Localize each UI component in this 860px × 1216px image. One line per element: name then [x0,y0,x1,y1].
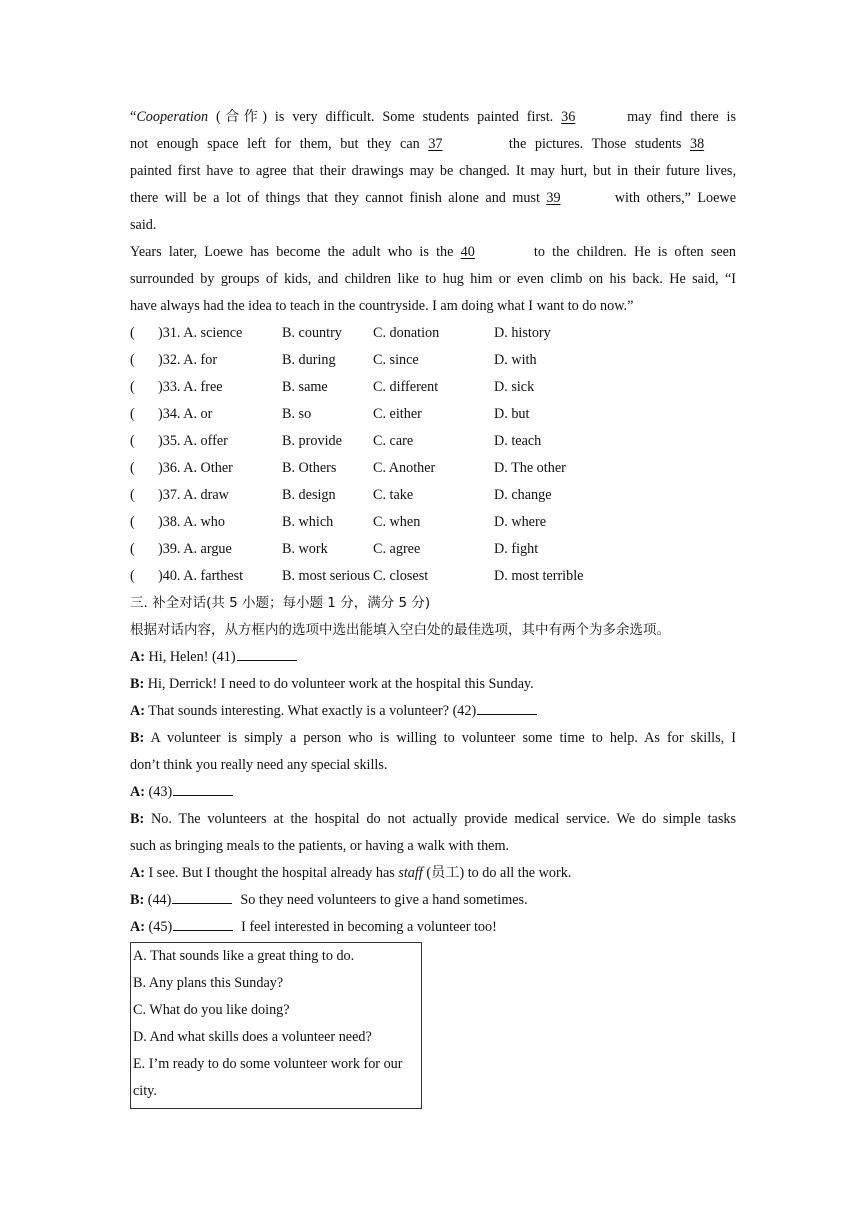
passage-line [130,185,736,212]
text: (44) [144,892,172,908]
dialogue-line: such as bringing meals to the patients, or having a walk with them. [130,838,510,854]
option-item: A. That sounds like a great thing to do. [133,948,355,964]
text: to the children. He is often seen [533,244,737,260]
dialogue-line [130,671,736,698]
question-option-c: C. take [373,487,414,503]
question-option-d: D. with [494,352,537,368]
question-option-d: D. teach [494,433,542,449]
speaker-a: A: [130,919,145,935]
text: there will be a lot of things that they cannot finish alone and must [130,190,540,206]
question-option-d: D. most terrible [494,568,584,584]
blank-40: 40 [460,244,475,260]
option-item: D. And what skills does a volunteer need? [133,1029,372,1045]
dialogue-line [130,644,736,671]
text: So they need volunteers to give a hand sometimes. [240,892,528,908]
answer-paren[interactable]: ( [130,460,135,476]
question-option-b: B. work [282,541,328,557]
question-option-b: B. most serious [282,568,370,584]
italic-term: staff [398,865,423,881]
text: (43) [144,784,173,800]
options-box [130,942,422,1109]
question-option-c: C. different [373,379,439,395]
answer-paren[interactable]: ( [130,325,135,341]
question-option-a: )32. A. for [158,352,218,368]
blank-36: 36 [561,109,576,125]
question-row [130,320,736,347]
italic-term: Cooperation [136,109,209,125]
question-option-c: C. since [373,352,419,368]
dialogue-line [130,806,736,833]
question-option-c: C. closest [373,568,429,584]
answer-paren[interactable]: ( [130,352,135,368]
text: Hi, Helen! (41) [144,649,236,665]
question-option-d: D. sick [494,379,535,395]
text: A volunteer is simply a person who is willing to volunteer some time to help. As for skills, I [144,730,736,746]
question-option-b: B. design [282,487,336,503]
section-instructions: 根据对话内容，从方框内的选项中选出能填入空白处的最佳选项，其中有两个为多余选项。 [130,622,670,638]
question-option-b: B. country [282,325,342,341]
question-row [130,509,736,536]
question-option-b: B. provide [282,433,342,449]
dialogue-line [130,725,736,752]
speaker-b: B: [130,811,145,827]
option-item: C. What do you like doing? [133,1002,290,1018]
passage-line: have always had the idea to teach in the countryside. I am doing what I want to do now.” [130,298,634,314]
question-option-b: B. same [282,379,328,395]
question-row [130,455,736,482]
text: That sounds interesting. What exactly is a volunteer? (42) [144,703,477,719]
question-option-a: )35. A. offer [158,433,228,449]
question-option-a: )36. A. Other [158,460,233,476]
answer-blank-44[interactable] [172,889,232,904]
question-row [130,482,736,509]
question-option-a: )38. A. who [158,514,225,530]
answer-paren[interactable]: ( [130,541,135,557]
speaker-b: B: [130,730,145,746]
blank-37: 37 [428,136,443,152]
question-option-a: )34. A. or [158,406,213,422]
text: I see. But I thought the hospital already has [144,865,399,881]
text: I feel interested in becoming a volunteer too! [241,919,497,935]
text: Years later, Loewe has become the adult who is the [130,244,454,260]
text: No. The volunteers at the hospital do not actually provide medical service. We do simple tasks [144,811,736,827]
question-option-d: D. history [494,325,551,341]
text: Hi, Derrick! I need to do volunteer work at the hospital this Sunday. [144,676,534,692]
question-option-c: C. either [373,406,422,422]
answer-blank-43[interactable] [173,781,233,796]
text: (员工) to do all the work. [422,865,572,881]
answer-paren[interactable]: ( [130,379,135,395]
dialogue-line [130,698,736,725]
passage-line: surrounded by groups of kids, and children like to hug him or even climb on his back. He said, “I [130,271,736,287]
dialogue-line [130,914,736,941]
answer-blank-42[interactable] [477,700,537,715]
speaker-a: A: [130,649,145,665]
text: with others,” Loewe [614,190,736,206]
passage-line [130,131,736,158]
dialogue-line: don’t think you really need any special skills. [130,757,388,773]
question-option-c: C. Another [373,460,436,476]
question-option-a: )40. A. farthest [158,568,244,584]
text: may find there is [627,109,737,125]
speaker-b: B: [130,892,145,908]
question-option-a: )31. A. science [158,325,243,341]
question-option-d: D. The other [494,460,566,476]
question-option-a: )39. A. argue [158,541,232,557]
answer-paren[interactable]: ( [130,487,135,503]
speaker-a: A: [130,784,145,800]
answer-paren[interactable]: ( [130,406,135,422]
question-row [130,536,736,563]
question-row [130,374,736,401]
question-option-b: B. so [282,406,312,422]
answer-paren[interactable]: ( [130,514,135,530]
question-option-c: C. when [373,514,421,530]
dialogue-line [130,860,736,887]
dialogue-line [130,779,736,806]
question-option-c: C. donation [373,325,440,341]
text: (合作) is very difficult. Some students painted first. [208,109,554,125]
quote-mark: “ [130,109,137,125]
blank-38: 38 [690,136,705,152]
question-option-b: B. which [282,514,334,530]
text: not enough space left for them, but they can [130,136,420,152]
speaker-a: A: [130,703,145,719]
passage-line: painted first have to agree that their drawings may be changed. It may hurt, but in their future lives, [130,163,736,179]
passage-line: said. [130,217,157,233]
speaker-a: A: [130,865,145,881]
option-item: E. I’m ready to do some volunteer work for our [133,1056,403,1072]
section-heading: 三. 补全对话(共 5 小题；每小题 1 分，满分 5 分) [130,595,431,611]
question-option-d: D. where [494,514,546,530]
passage-line [130,239,736,266]
question-row [130,401,736,428]
answer-paren[interactable]: ( [130,568,135,584]
option-item: B. Any plans this Sunday? [133,975,284,991]
passage-line [130,104,736,131]
question-option-c: C. care [373,433,414,449]
question-option-d: D. fight [494,541,539,557]
dialogue-line [130,887,736,914]
question-option-b: B. during [282,352,336,368]
answer-blank-41[interactable] [237,646,297,661]
document-body [130,104,736,941]
question-option-d: D. change [494,487,552,503]
question-list [130,320,736,590]
question-option-d: D. but [494,406,530,422]
question-option-a: )33. A. free [158,379,223,395]
question-option-b: B. Others [282,460,337,476]
text: (45) [144,919,173,935]
answer-blank-45[interactable] [173,916,233,931]
question-option-a: )37. A. draw [158,487,229,503]
question-option-c: C. agree [373,541,421,557]
speaker-b: B: [130,676,145,692]
option-item: city. [133,1083,157,1099]
answer-paren[interactable]: ( [130,433,135,449]
question-row [130,563,736,590]
question-row [130,347,736,374]
question-row [130,428,736,455]
text: the pictures. Those students [508,136,682,152]
blank-39: 39 [546,190,561,206]
